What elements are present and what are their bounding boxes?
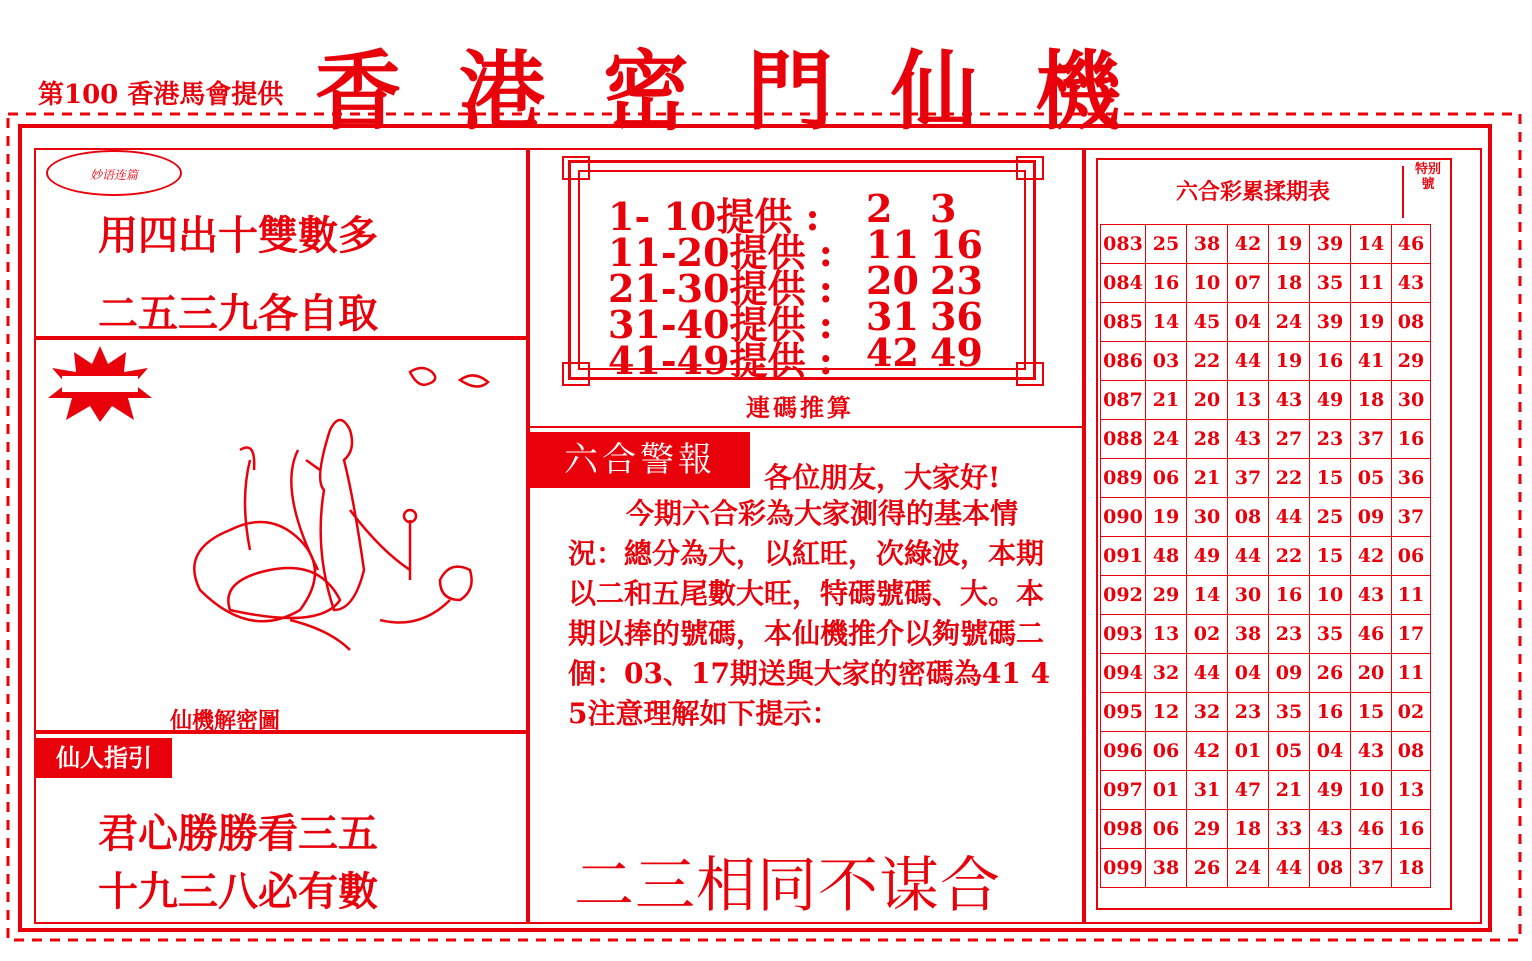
range-label: 41-49提供 : [608,338,833,383]
number-cell: 49 [1187,537,1228,576]
number-cell: 10 [1310,576,1351,615]
number-cell: 44 [1228,342,1269,381]
table-row [1101,342,1431,381]
range-value: 16 [930,222,983,267]
range-value: 31 [866,294,919,339]
period-cell: 094 [1101,654,1146,693]
guide-label: 仙人指引 [36,738,172,778]
special-number-cell: 29 [1392,342,1431,381]
number-cell: 18 [1269,264,1310,303]
number-cell: 22 [1269,459,1310,498]
period-cell: 088 [1101,420,1146,459]
number-cell: 47 [1228,771,1269,810]
number-cell: 46 [1351,615,1392,654]
middle-divider [528,426,1084,428]
special-number-cell: 16 [1392,420,1431,459]
period-cell: 083 [1101,225,1146,264]
verse1-line1: 用四出十雙數多 [98,212,378,259]
table-row [1101,693,1431,732]
number-cell: 44 [1187,654,1228,693]
number-cell: 37 [1351,849,1392,888]
corner-ornament [1016,156,1044,180]
number-cell: 13 [1228,381,1269,420]
number-cell: 16 [1310,342,1351,381]
range-label: 1- 10提供 : [608,194,820,239]
number-cell: 45 [1187,303,1228,342]
number-cell: 42 [1187,732,1228,771]
number-cell: 21 [1269,771,1310,810]
issue-label: 第100 香港馬會提供 [38,80,284,110]
period-cell: 092 [1101,576,1146,615]
number-cell: 09 [1269,654,1310,693]
corner-ornament [562,362,590,386]
table-row [1101,381,1431,420]
number-cell: 09 [1351,498,1392,537]
number-cell: 30 [1187,498,1228,537]
number-cell: 21 [1146,381,1187,420]
alert-text: 今期六合彩為大家測得的基本情況：總分為大，以紅旺，次綠波，本期以二和五尾數大旺，特碼號碼、大。本期以捧的號碼，本仙機推介以夠號碼二個：03、17期送與大家的密碼為41 45注意理解如下提示： [568,497,1051,730]
special-number-cell: 18 [1392,849,1431,888]
number-cell: 49 [1310,771,1351,810]
number-cell: 32 [1146,654,1187,693]
table-row [1101,810,1431,849]
number-cell: 18 [1228,810,1269,849]
special-number-cell: 06 [1392,537,1431,576]
number-cell: 04 [1228,303,1269,342]
special-number-cell: 43 [1392,264,1431,303]
number-cell: 19 [1146,498,1187,537]
corner-ornament [1016,362,1044,386]
number-cell: 20 [1351,654,1392,693]
table-row [1101,615,1431,654]
number-cell: 01 [1228,732,1269,771]
number-cell: 19 [1269,225,1310,264]
special-number-cell: 30 [1392,381,1431,420]
greeting-text: 各位朋友，大家好! [764,461,1001,494]
range-value: 2 [866,186,893,231]
period-cell: 091 [1101,537,1146,576]
number-cell: 37 [1351,420,1392,459]
number-cell: 16 [1269,576,1310,615]
number-cell: 15 [1310,537,1351,576]
page-title: 香港密門仙機 [315,41,1179,142]
number-cell: 14 [1187,576,1228,615]
calc-label: 連碼推算 [746,393,854,422]
table-row [1101,732,1431,771]
table-row [1101,771,1431,810]
number-cell: 39 [1310,303,1351,342]
number-cell: 19 [1269,342,1310,381]
table-row [1101,849,1431,888]
number-cell: 02 [1187,615,1228,654]
range-value: 36 [930,294,983,339]
number-cell: 08 [1310,849,1351,888]
period-cell: 089 [1101,459,1146,498]
table-title: 六合彩累揉期表 [1104,166,1404,218]
number-cell: 15 [1351,693,1392,732]
number-cell: 42 [1351,537,1392,576]
number-cell: 43 [1269,381,1310,420]
table-row [1101,459,1431,498]
number-cell: 23 [1269,615,1310,654]
number-cell: 04 [1310,732,1351,771]
number-cell: 35 [1310,615,1351,654]
number-cell: 08 [1228,498,1269,537]
number-cell: 20 [1187,381,1228,420]
table-row [1101,498,1431,537]
alert-label: 六合警報 [530,432,750,488]
number-cell: 35 [1269,693,1310,732]
number-cell: 22 [1187,342,1228,381]
number-cell: 28 [1187,420,1228,459]
number-cell: 49 [1310,381,1351,420]
number-cell: 29 [1187,810,1228,849]
number-cell: 33 [1269,810,1310,849]
period-cell: 086 [1101,342,1146,381]
number-cell: 15 [1310,459,1351,498]
verse2-line2: 十九三八必有數 [98,868,378,915]
number-cell: 38 [1228,615,1269,654]
table-row [1101,264,1431,303]
special-number-cell: 11 [1392,576,1431,615]
number-cell: 12 [1146,693,1187,732]
number-cell: 37 [1228,459,1269,498]
number-cell: 06 [1146,810,1187,849]
special-number-cell: 46 [1392,225,1431,264]
table-row [1101,576,1431,615]
table-row [1101,420,1431,459]
number-cell: 22 [1269,537,1310,576]
number-cell: 06 [1146,732,1187,771]
table-row [1101,303,1431,342]
number-cell: 07 [1228,264,1269,303]
special-number-label: 特别號 [1414,162,1441,192]
number-cell: 43 [1351,732,1392,771]
number-cell: 14 [1351,225,1392,264]
period-cell: 093 [1101,615,1146,654]
period-cell: 098 [1101,810,1146,849]
number-cell: 46 [1351,810,1392,849]
number-cell: 13 [1146,615,1187,654]
number-cell: 44 [1269,849,1310,888]
range-label: 31-40提供 : [608,302,833,347]
special-number-cell: 16 [1392,810,1431,849]
riddle-text: 二三相同不谋合 [574,851,1001,921]
range-label: 11-20提供 : [608,230,833,275]
period-cell: 084 [1101,264,1146,303]
number-cell: 38 [1146,849,1187,888]
period-cell: 099 [1101,849,1146,888]
number-cell: 16 [1310,693,1351,732]
number-cell: 35 [1310,264,1351,303]
number-cell: 10 [1351,771,1392,810]
number-cell: 24 [1269,303,1310,342]
period-cell: 096 [1101,732,1146,771]
badge-oval: 妙语连篇 [46,150,182,196]
verse2-line1: 君心勝勝看三五 [98,810,378,857]
corner-ornament [562,156,590,180]
number-cell: 10 [1187,264,1228,303]
number-cell: 25 [1310,498,1351,537]
period-cell: 085 [1101,303,1146,342]
range-value: 42 [866,330,919,375]
number-cell: 30 [1228,576,1269,615]
number-cell: 24 [1146,420,1187,459]
range-value: 49 [930,330,983,375]
number-cell: 05 [1351,459,1392,498]
range-label: 21-30提供 : [608,266,833,311]
number-cell: 06 [1146,459,1187,498]
special-number-cell: 13 [1392,771,1431,810]
number-cell: 11 [1351,264,1392,303]
range-value: 3 [930,186,957,231]
number-cell: 29 [1146,576,1187,615]
number-cell: 43 [1228,420,1269,459]
number-cell: 41 [1351,342,1392,381]
number-cell: 48 [1146,537,1187,576]
number-cell: 44 [1228,537,1269,576]
special-number-cell: 17 [1392,615,1431,654]
number-cell: 05 [1269,732,1310,771]
number-cell: 03 [1146,342,1187,381]
period-cell: 087 [1101,381,1146,420]
special-number-cell: 08 [1392,732,1431,771]
special-number-cell: 02 [1392,693,1431,732]
range-value: 11 [866,222,919,267]
number-cell: 32 [1187,693,1228,732]
number-cell: 25 [1146,225,1187,264]
history-table [1100,224,1431,888]
number-cell: 38 [1187,225,1228,264]
period-cell: 097 [1101,771,1146,810]
verse1-line2: 二五三九各自取 [98,290,378,337]
number-cell: 42 [1228,225,1269,264]
special-number-cell: 08 [1392,303,1431,342]
picture-caption: 仙機解密圖 [170,708,281,734]
number-cell: 23 [1310,420,1351,459]
special-number-cell: 37 [1392,498,1431,537]
number-cell: 26 [1187,849,1228,888]
number-cell: 27 [1269,420,1310,459]
number-cell: 18 [1351,381,1392,420]
number-cell: 26 [1310,654,1351,693]
number-cell: 16 [1146,264,1187,303]
period-cell: 095 [1101,693,1146,732]
number-cell: 43 [1310,810,1351,849]
number-cell: 21 [1187,459,1228,498]
range-value: 20 [866,258,919,303]
table-row [1101,654,1431,693]
starburst-icon [44,344,156,424]
number-cell: 04 [1228,654,1269,693]
range-value: 23 [930,258,983,303]
number-cell: 23 [1228,693,1269,732]
fairy-illustration [170,360,510,700]
number-cell: 24 [1228,849,1269,888]
special-number-cell: 11 [1392,654,1431,693]
table-row [1101,537,1431,576]
number-cell: 31 [1187,771,1228,810]
number-cell: 01 [1146,771,1187,810]
number-cell: 44 [1269,498,1310,537]
period-cell: 090 [1101,498,1146,537]
number-cell: 14 [1146,303,1187,342]
number-cell: 19 [1351,303,1392,342]
table-row [1101,225,1431,264]
number-cell: 43 [1351,576,1392,615]
number-cell: 39 [1310,225,1351,264]
special-number-cell: 36 [1392,459,1431,498]
